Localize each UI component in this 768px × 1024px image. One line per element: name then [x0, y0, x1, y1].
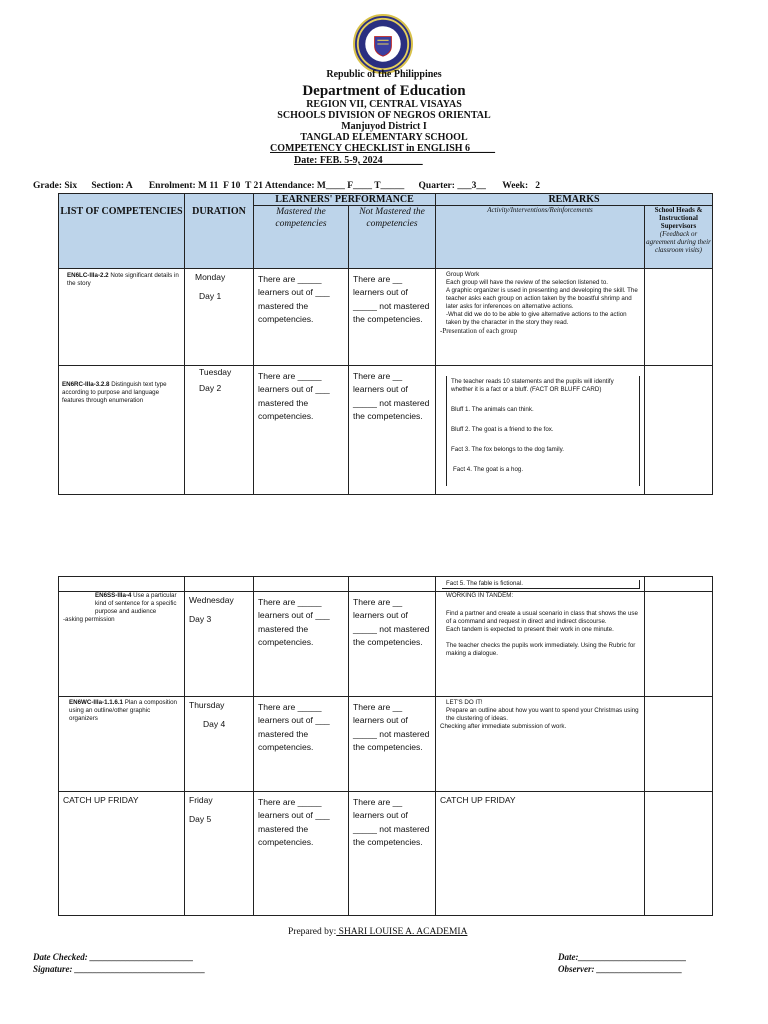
header-duration: DURATION — [185, 194, 254, 269]
competency-code: EN6LC-IIIa-2.2 — [67, 272, 109, 279]
header-learners-performance: LEARNERS' PERFORMANCE — [254, 194, 436, 206]
day-number: Day 5 — [189, 814, 212, 825]
feedback-cell — [645, 697, 713, 792]
header-remarks: REMARKS — [436, 194, 713, 206]
competency-code: EN6SS-IIIa-4 — [95, 592, 132, 599]
competency-table-continued — [58, 576, 713, 916]
mastered-cell: There are _____ learners out of ___ mastered the competencies. — [254, 592, 349, 697]
day-label: Wednesday — [189, 595, 234, 605]
day-label: Thursday — [189, 700, 225, 710]
date-checked: Date Checked: _______________________ — [33, 952, 194, 962]
continued-fact: Fact 5. The fable is fictional. — [442, 580, 640, 589]
remark-line: The teacher reads 10 statements and the pupils will identify whether it is a fact or a bluff. (FACT OR BLUFF CARD) — [451, 378, 614, 393]
remark-line: LET'S DO IT! — [446, 699, 483, 706]
empty-cell — [254, 577, 349, 592]
competency-cell — [59, 269, 185, 366]
remark-line: Group Work — [446, 271, 480, 278]
competency-cell — [59, 366, 185, 495]
remark-line: Bluff 1. The animals can think. — [451, 406, 534, 413]
empty-cell — [349, 577, 436, 592]
table-row — [59, 592, 713, 697]
duration-cell — [185, 592, 254, 697]
date-field: Date:________________________ — [558, 952, 687, 962]
empty-cell — [59, 577, 185, 592]
department-title: Department of Education — [302, 83, 466, 99]
remarks-cell — [436, 269, 645, 366]
fact-bluff-box — [446, 376, 640, 486]
remark-line: Checking after immediate submission of work. — [440, 723, 567, 730]
day-label: Friday — [189, 795, 213, 805]
observer: Observer: ___________________ — [558, 964, 683, 974]
republic-text: Republic of the Philippines — [326, 69, 442, 80]
day-number: Day 2 — [199, 383, 222, 394]
competency-table — [58, 193, 713, 495]
class-info-line: Grade: Six Section: A Enrolment: M 11 F 10 T 21 Attendance: M____ F____ T_____ Quarter: ___3__ Week: 2 — [33, 181, 540, 191]
duration-cell — [185, 366, 254, 495]
not-mastered-cell: There are __ learners out of _____ not mastered the competencies. — [349, 592, 436, 697]
remarks-cell — [436, 697, 645, 792]
competency-cell — [59, 697, 185, 792]
remark-line: WORKING IN TANDEM: — [446, 592, 514, 599]
table-row — [59, 792, 713, 916]
remark-line: Fact 4. The goat is a hog. — [453, 466, 524, 473]
header-school-heads — [645, 206, 713, 269]
day-number: Day 3 — [189, 614, 212, 625]
prepared-by-name: SHARI LOUISE A. ACADEMIA — [336, 927, 468, 937]
header-activity: Activity/Interventions/Reinforcements — [436, 206, 645, 269]
signature: Signature: _____________________________ — [33, 964, 206, 974]
competency-desc-extra: -asking permission — [63, 616, 115, 623]
remarks-cell: CATCH UP FRIDAY — [436, 792, 645, 916]
remark-line: Bluff 2. The goat is a friend to the fox. — [451, 426, 554, 433]
date-line: Date: FEB. 5-9, 2024________ — [294, 155, 423, 166]
prepared-by — [288, 927, 467, 937]
day-label: Monday — [195, 272, 226, 282]
deped-seal-logo — [353, 14, 413, 74]
duration-cell — [185, 792, 254, 916]
remark-line: -What did we do to be able to give alternative actions to the action taken by the character in the story they read. — [446, 311, 627, 326]
competency-desc: Plan a composition using an outline/other graphic organizers — [69, 699, 177, 722]
school-text: TANGLAD ELEMENTARY SCHOOL — [300, 132, 468, 143]
table-row — [59, 269, 713, 366]
prepared-by-label: Prepared by: — [288, 927, 337, 937]
school-heads-label: School Heads & Instructional Supervisors — [654, 206, 703, 230]
mastered-cell: There are _____ learners out of ___ mastered the competencies. — [254, 792, 349, 916]
table-row — [59, 697, 713, 792]
competency-desc: Note significant details in the story — [67, 272, 179, 287]
remark-line: Each tandem is expected to present their work in one minute. — [446, 626, 614, 633]
checklist-title: COMPETENCY CHECKLIST in ENGLISH 6_____ — [270, 143, 496, 154]
feedback-cell — [645, 792, 713, 916]
remark-line: Each group will have the review of the selection listened to. — [446, 279, 608, 286]
feedback-cell — [645, 269, 713, 366]
competency-desc: Use a particular kind of sentence for a specific purpose and audience — [95, 592, 177, 615]
remark-line: -Presentation of each group — [440, 327, 518, 335]
competency-cell: CATCH UP FRIDAY — [59, 792, 185, 916]
feedback-cell — [645, 366, 713, 495]
district-text: Manjuyod District I — [341, 121, 427, 132]
remarks-cell — [436, 366, 645, 495]
not-mastered-cell: There are __ learners out of _____ not mastered the competencies. — [349, 697, 436, 792]
mastered-cell: There are _____ learners out of ___ mastered the competencies. — [254, 366, 349, 495]
remark-line: Prepare an outline about how you want to spend your Christmas using the clustering of ideas. — [446, 707, 639, 722]
remark-line: A graphic organizer is used in presenting and developing the skill. The teacher asks each group on action taken by the boastful shrimp and later asks for inferences on alternative actions. — [446, 287, 638, 310]
competency-desc: Distinguish text type according to purpose and language features through enumeration — [62, 381, 167, 404]
header-competencies: LIST OF COMPETENCIES — [59, 194, 185, 269]
not-mastered-cell: There are __ learners out of _____ not mastered the competencies. — [349, 269, 436, 366]
feedback-cell — [645, 592, 713, 697]
competency-cell — [59, 592, 185, 697]
remark-line: The teacher checks the pupils work immediately. Using the Rubric for making a dialogue. — [446, 642, 636, 657]
mastered-cell: There are _____ learners out of ___ mastered the competencies. — [254, 269, 349, 366]
day-label: Tuesday — [199, 367, 232, 377]
remark-line: Fact 3. The fox belongs to the dog family. — [451, 446, 564, 453]
not-mastered-cell: There are __ learners out of _____ not mastered the competencies. — [349, 792, 436, 916]
continued-fact-cell — [436, 577, 645, 592]
remark-line: Find a partner and create a usual scenario in class that shows the use of a command and request in direct and indirect discourse. — [446, 610, 638, 625]
duration-cell — [185, 269, 254, 366]
remarks-cell — [436, 592, 645, 697]
competency-code: EN6RC-IIIa-3.2.8 — [62, 381, 110, 388]
empty-cell — [645, 577, 713, 592]
empty-cell — [185, 577, 254, 592]
duration-cell — [185, 697, 254, 792]
region-text: REGION VII, CENTRAL VISAYAS — [306, 99, 462, 110]
table-row — [59, 366, 713, 495]
day-number: Day 4 — [203, 719, 226, 730]
feedback-label: (Feedback or agreement during their classroom visits) — [646, 230, 711, 254]
header-not-mastered: Not Mastered the competencies — [349, 206, 436, 269]
competency-code: EN6WC-IIIa-1.1.6.1 — [69, 699, 123, 706]
day-number: Day 1 — [199, 291, 222, 302]
mastered-cell: There are _____ learners out of ___ mastered the competencies. — [254, 697, 349, 792]
header-mastered: Mastered the competencies — [254, 206, 349, 269]
not-mastered-cell: There are __ learners out of _____ not mastered the competencies. — [349, 366, 436, 495]
division-text: SCHOOLS DIVISION OF NEGROS ORIENTAL — [277, 110, 491, 121]
